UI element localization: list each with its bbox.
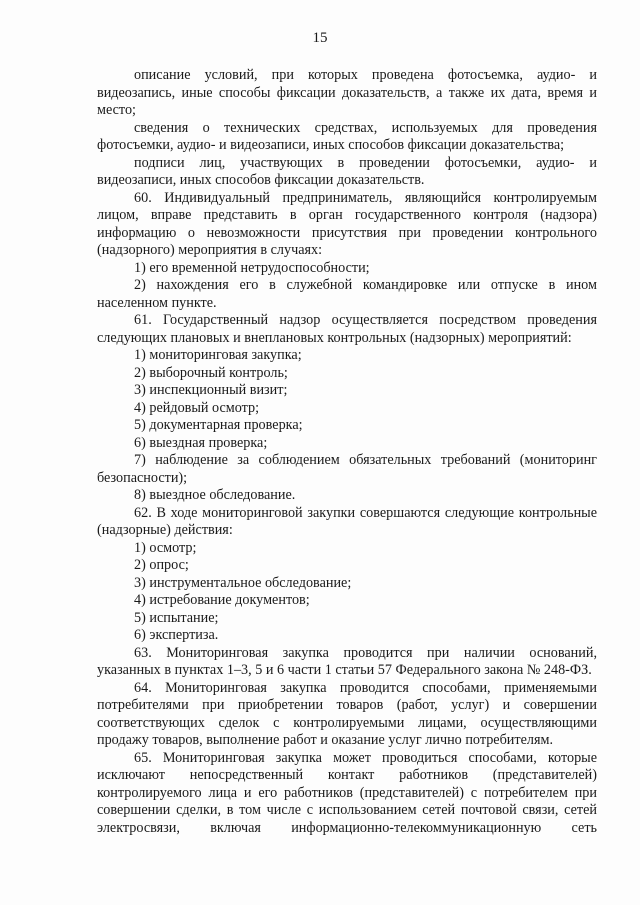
paragraph-63: 63. Мониторинговая закупка проводится при наличии оснований, указанных в пунктах 1–3, 5 и 6 части 1 статьи 57 Федерального закона № 248-ФЗ. [97,644,597,678]
list-item: 1) мониторинговая закупка; [134,347,302,363]
paragraph-65: 65. Мониторинговая закупка может проводиться способами, которые исключают непосредственный контакт работников (представителей) контролируемого лица и его работников (представителей) с потребителем при совершении сделки, в том числе с использованием сетей почтовой связи, сетей электросвязи, включая информационно-телекоммуникационную сеть [97,749,597,836]
list-item: 3) инструментальное обследование; [134,574,352,591]
list-item: 2) опрос; [134,557,189,573]
list-item: 4) рейдовый осмотр; [134,399,260,416]
list-item: 2) нахождения его в служебной командировке или отпуске в ином населенном пункте. [97,277,597,311]
list-item: 1) его временной нетрудоспособности; [134,259,370,276]
document-body [97,67,597,837]
list-item: 5) испытание; [134,609,219,626]
paragraph-61: 61. Государственный надзор осуществляется посредством проведения следующих плановых и внеплановых контрольных (надзорных) мероприятий: [97,312,597,346]
list-item: 3) инспекционный визит; [134,382,288,398]
page-number: 15 [312,30,328,46]
list-item: 8) выездное обследование. [134,487,296,503]
list-item: 6) выездная проверка; [134,434,268,451]
paragraph-photo-conditions: описание условий, при которых проведена фотосъемка, аудио- и видеозапись, иные способы фиксации доказательств, а также их дата, время и место; [97,67,597,118]
list-item: 7) наблюдение за соблюдением обязательных требований (мониторинг безопасности); [97,452,597,486]
list-item: 4) истребование документов; [134,592,310,608]
paragraph-technical-means: сведения о технических средствах, используемых для проведения фотосъемки, аудио- и видеозаписи, иных способов фиксации доказательства; [97,119,597,153]
list-item: 6) экспертиза. [134,627,219,643]
list-item: 1) осмотр; [134,539,197,556]
list-item: 5) документарная проверка; [134,417,303,433]
paragraph-signatures: подписи лиц, участвующих в проведении фотосъемки, аудио- и видеозаписи, иных способов фиксации доказательств. [97,154,597,188]
paragraph-62: 62. В ходе мониторинговой закупки совершаются следующие контрольные (надзорные) действия: [97,504,597,538]
paragraph-64: 64. Мониторинговая закупка проводится способами, применяемыми потребителями при приобретении товаров (работ, услуг) и совершении соответствующих сделок с контролируемыми лицами, осуществляющими продажу товаров, выполнение работ и оказание услуг лично потребителям. [97,679,597,748]
paragraph-60: 60. Индивидуальный предприниматель, являющийся контролируемым лицом, вправе представить в орган государственного контроля (надзора) информацию о невозможности присутствия при проведении контрольного (надзорного) мероприятия в случаях: [97,189,597,258]
list-item: 2) выборочный контроль; [134,364,288,381]
